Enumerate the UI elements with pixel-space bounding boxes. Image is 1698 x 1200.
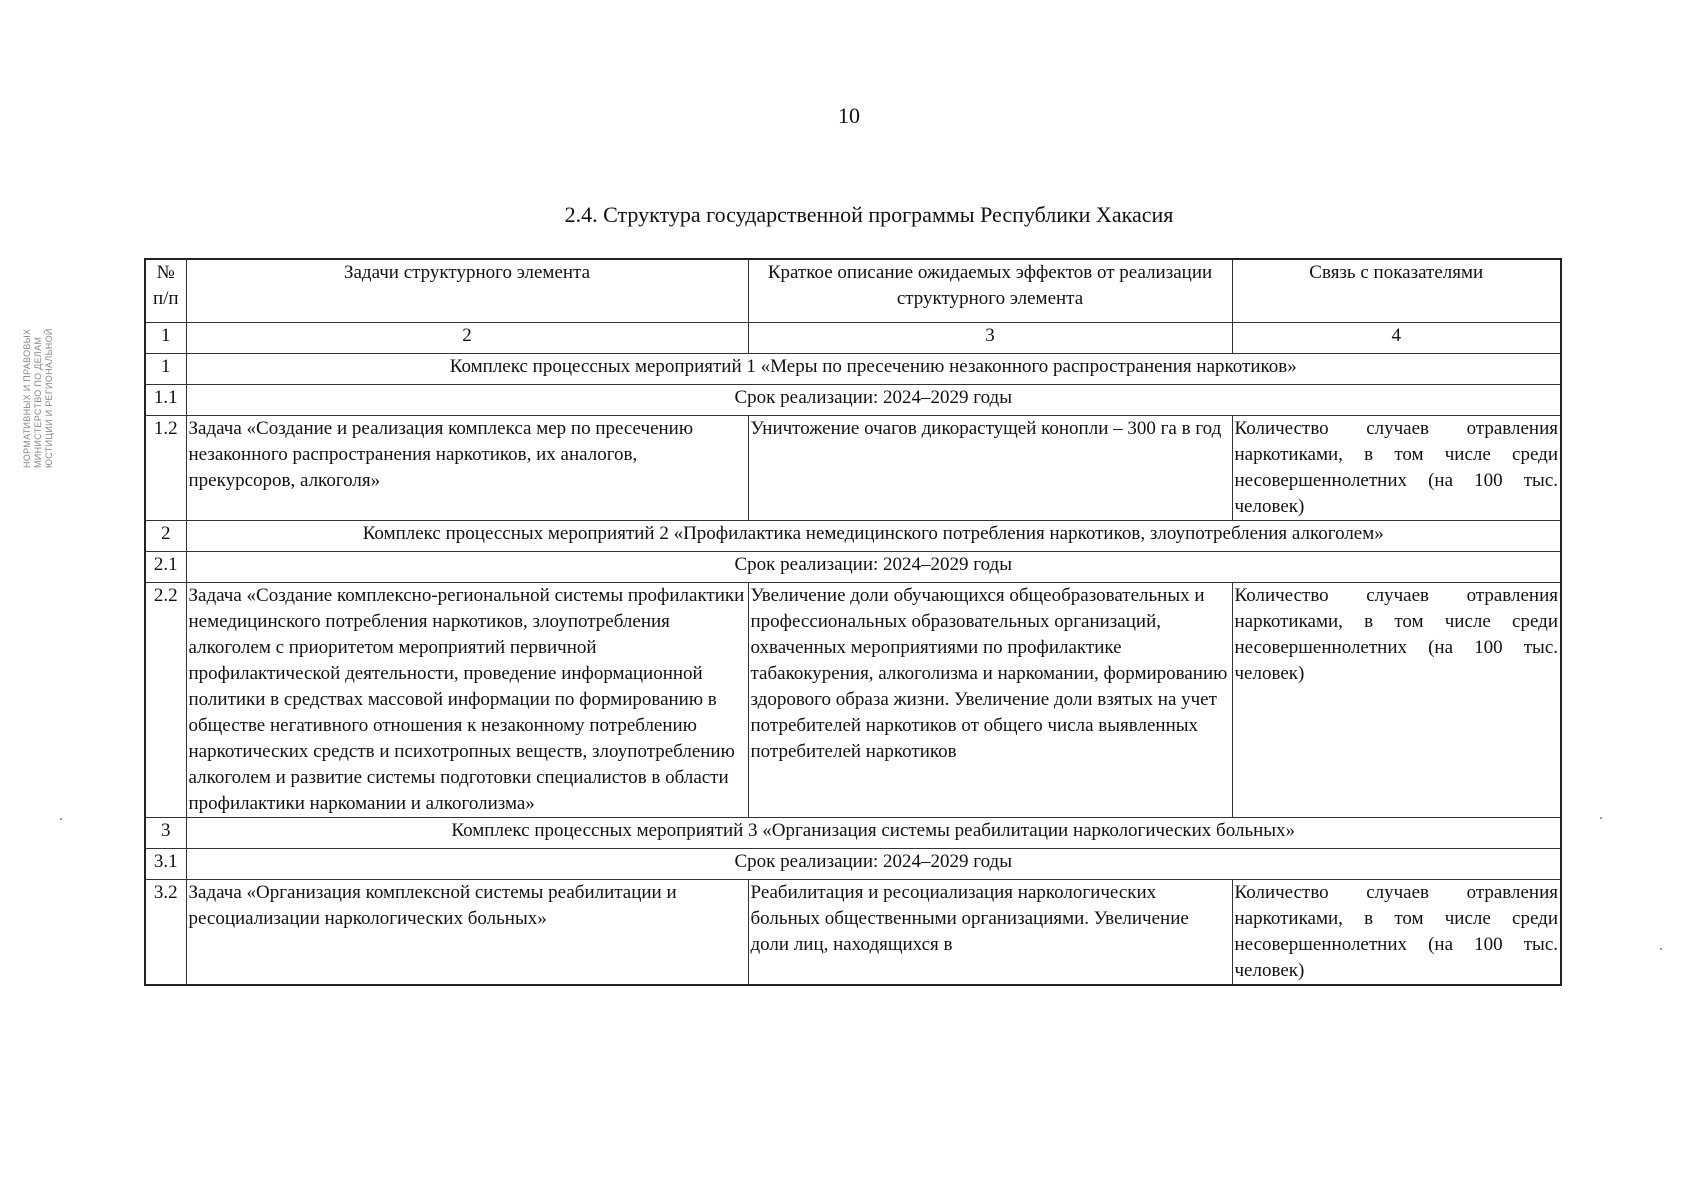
stamp-line: НОРМАТИВНЫХ И ПРАВОВЫХ <box>22 328 32 468</box>
row-number: 3.1 <box>145 849 186 880</box>
row-number: 2 <box>145 521 186 552</box>
stamp-line: МИНИСТЕРСТВО ПО ДЕЛАМ <box>33 336 43 468</box>
task-cell: Задача «Создание комплексно-региональной системы профилактики немедицинского потребления наркотиков, злоупотребления алкоголем с приоритетом мероприятий первичной профилактической деятельности, проведение информационной политики в средствах массовой информации по формированию в обществе негативного отношения к незаконному потреблению наркотических средств и психотропных веществ, злоупотреблению алкоголем и развитие системы подготовки специалистов в области профилактики наркомании и алкоголизма» <box>186 583 748 818</box>
scan-speck <box>1660 948 1662 950</box>
column-numbers-row <box>145 323 1561 354</box>
effect-cell: Увеличение доли обучающихся общеобразовательных и профессиональных образовательных организаций, охваченных мероприятиями по профилактике табакокурения, алкоголизма и наркомании, формированию здорового образа жизни. Увеличение доли взятых на учет потребителей наркотиков от общего числа выявленных потребителей наркотиков <box>748 583 1232 818</box>
header-indicators: Связь с показателями <box>1232 259 1561 323</box>
task-cell: Задача «Создание и реализация комплекса мер по пресечению незаконного распространения наркотиков, их аналогов, прекурсоров, алкоголя» <box>186 416 748 521</box>
scan-speck <box>60 818 62 820</box>
term-cell: Срок реализации: 2024–2029 годы <box>186 849 1561 880</box>
section-title-row <box>145 818 1561 849</box>
column-number: 2 <box>186 323 748 354</box>
row-number: 2.1 <box>145 552 186 583</box>
effect-cell: Уничтожение очагов дикорастущей конопли – 300 га в год <box>748 416 1232 521</box>
row-number: 3.2 <box>145 880 186 986</box>
column-number: 1 <box>145 323 186 354</box>
task-cell: Задача «Организация комплексной системы реабилитации и ресоциализации наркологических больных» <box>186 880 748 986</box>
term-cell: Срок реализации: 2024–2029 годы <box>186 385 1561 416</box>
section-title-cell: Комплекс процессных мероприятий 1 «Меры по пресечению незаконного распространения наркотиков» <box>186 354 1561 385</box>
term-row <box>145 552 1561 583</box>
term-cell: Срок реализации: 2024–2029 годы <box>186 552 1561 583</box>
indicator-cell: Количество случаев отравления наркотиками, в том числе среди несовершеннолетних (на 100 тыс. человек) <box>1232 583 1561 818</box>
table-header-row <box>145 259 1561 323</box>
term-row <box>145 385 1561 416</box>
task-row <box>145 583 1561 818</box>
header-number: № п/п <box>145 259 186 323</box>
header-effects: Краткое описание ожидаемых эффектов от реализации структурного элемента <box>748 259 1232 323</box>
task-row <box>145 880 1561 986</box>
row-number: 1 <box>145 354 186 385</box>
indicator-cell: Количество случаев отравления наркотиками, в том числе среди несовершеннолетних (на 100 тыс. человек) <box>1232 416 1561 521</box>
section-title-cell: Комплекс процессных мероприятий 3 «Организация системы реабилитации наркологических больных» <box>186 818 1561 849</box>
section-title-cell: Комплекс процессных мероприятий 2 «Профилактика немедицинского потребления наркотиков, злоупотребления алкоголем» <box>186 521 1561 552</box>
term-row <box>145 849 1561 880</box>
header-tasks: Задачи структурного элемента <box>186 259 748 323</box>
column-number: 3 <box>748 323 1232 354</box>
section-title: 2.4. Структура государственной программы Республики Хакасия <box>564 202 1174 227</box>
row-number: 1.1 <box>145 385 186 416</box>
row-number: 2.2 <box>145 583 186 818</box>
row-number: 1.2 <box>145 416 186 521</box>
section-title-row <box>145 521 1561 552</box>
stamp-line: ЮСТИЦИИ И РЕГИОНАЛЬНОЙ <box>44 328 54 468</box>
indicator-cell: Количество случаев отравления наркотиками, в том числе среди несовершеннолетних (на 100 тыс. человек) <box>1232 880 1561 986</box>
program-structure-table <box>144 258 1562 986</box>
row-number: 3 <box>145 818 186 849</box>
task-row <box>145 416 1561 521</box>
page-number: 10 <box>838 103 860 128</box>
scan-speck <box>1600 817 1602 819</box>
effect-cell: Реабилитация и ресоциализация наркологических больных общественными организациями. Увеличение доли лиц, находящихся в <box>748 880 1232 986</box>
column-number: 4 <box>1232 323 1561 354</box>
section-title-row <box>145 354 1561 385</box>
registration-stamp <box>22 258 94 468</box>
